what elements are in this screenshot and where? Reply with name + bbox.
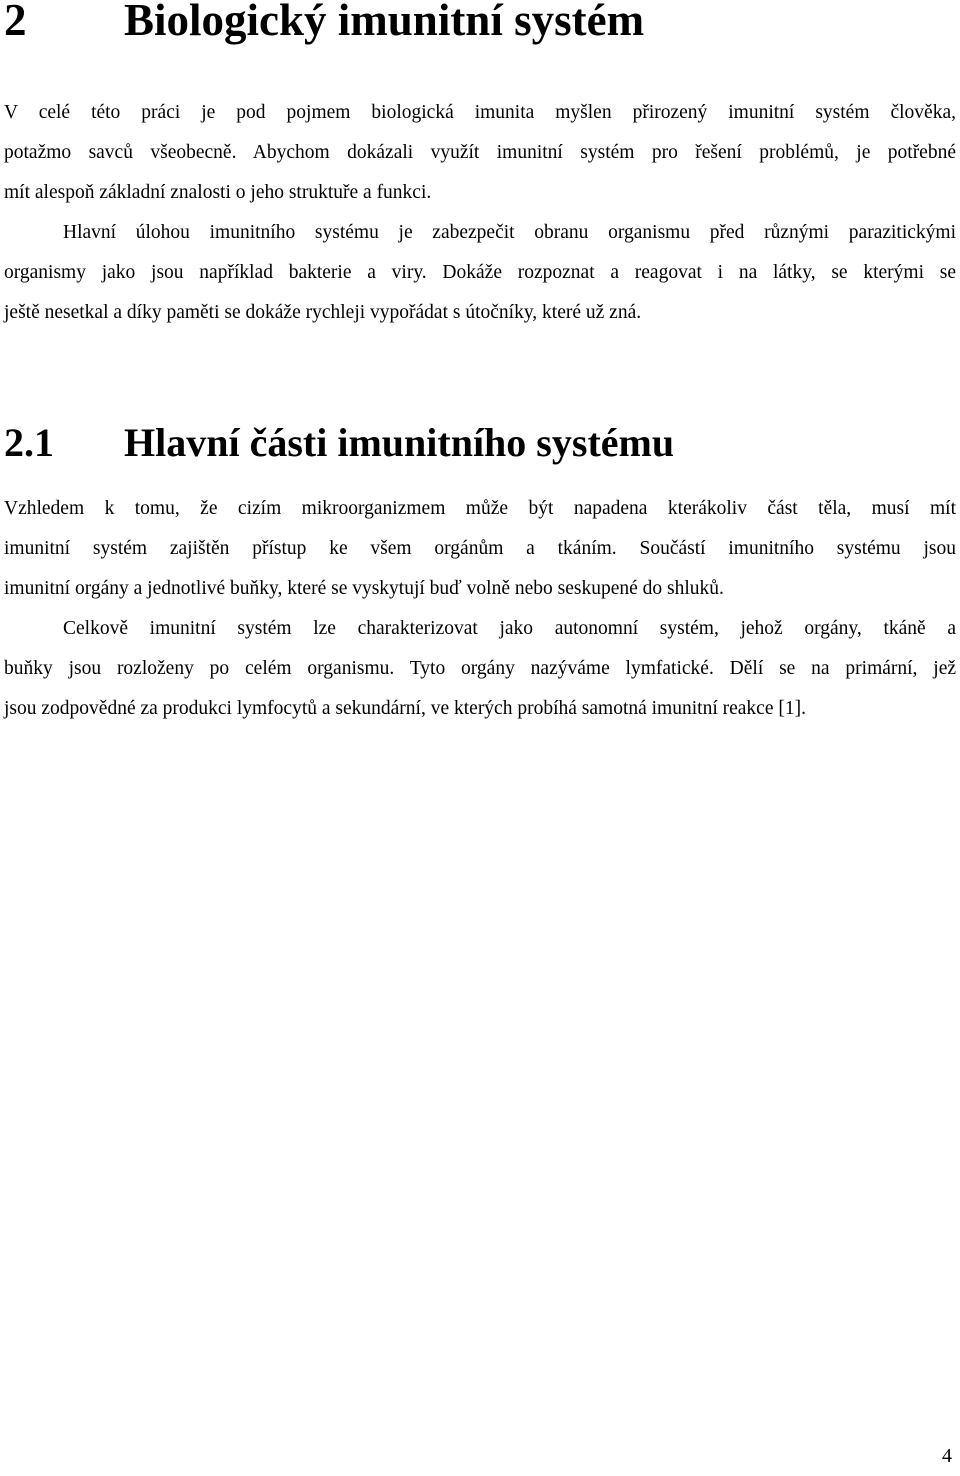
section-title: Hlavní části imunitního systému <box>124 420 675 465</box>
page-number: 4 <box>942 1445 952 1467</box>
text-line: imunitní orgány a jednotlivé buňky, které se vyskytují buď volně nebo seskupené do shluků. <box>4 578 724 599</box>
text-line: organismy jako jsou například bakterie a viry. Dokáže rozpoznat a reagovat i na látky, se kterými se <box>4 262 956 283</box>
section-heading <box>4 417 674 469</box>
text-line: jsou zodpovědné za produkci lymfocytů a sekundární, ve kterých probíhá samotná imunitní reakce [1]. <box>4 698 806 719</box>
text-line: mít alespoň základní znalosti o jeho struktuře a funkci. <box>4 182 432 203</box>
chapter-title: Biologický imunitní systém <box>124 0 645 45</box>
paragraph-lymphatic <box>4 609 956 729</box>
chapter-heading <box>4 0 644 48</box>
paragraph-intro <box>4 93 956 213</box>
text-line: imunitní systém zajištěn přístup ke všem orgánům a tkáním. Součástí imunitního systému jsou <box>4 538 956 559</box>
text-line: potažmo savců všeobecně. Abychom dokázali využít imunitní systém pro řešení problémů, je potřebné <box>4 142 956 163</box>
chapter-number: 2 <box>4 0 27 45</box>
text-line: buňky jsou rozloženy po celém organismu. Tyto orgány nazýváme lymfatické. Dělí se na primární, jež <box>4 658 956 679</box>
text-line: Vzhledem k tomu, že cizím mikroorganizmem může být napadena kterákoliv část těla, musí mít <box>4 498 956 519</box>
text-line: ještě nesetkal a díky paměti se dokáže rychleji vypořádat s útočníky, které už zná. <box>4 302 642 323</box>
text-line: Hlavní úlohou imunitního systému je zabezpečit obranu organismu před různými parazitickými <box>63 222 956 243</box>
text-line: V celé této práci je pod pojmem biologická imunita myšlen přirozený imunitní systém člověka, <box>4 102 956 123</box>
paragraph-immune-role <box>4 213 956 333</box>
section-number: 2.1 <box>4 420 54 465</box>
text-line: Celkově imunitní systém lze charakterizovat jako autonomní systém, jehož orgány, tkáně a <box>63 618 956 639</box>
paragraph-access <box>4 489 956 609</box>
